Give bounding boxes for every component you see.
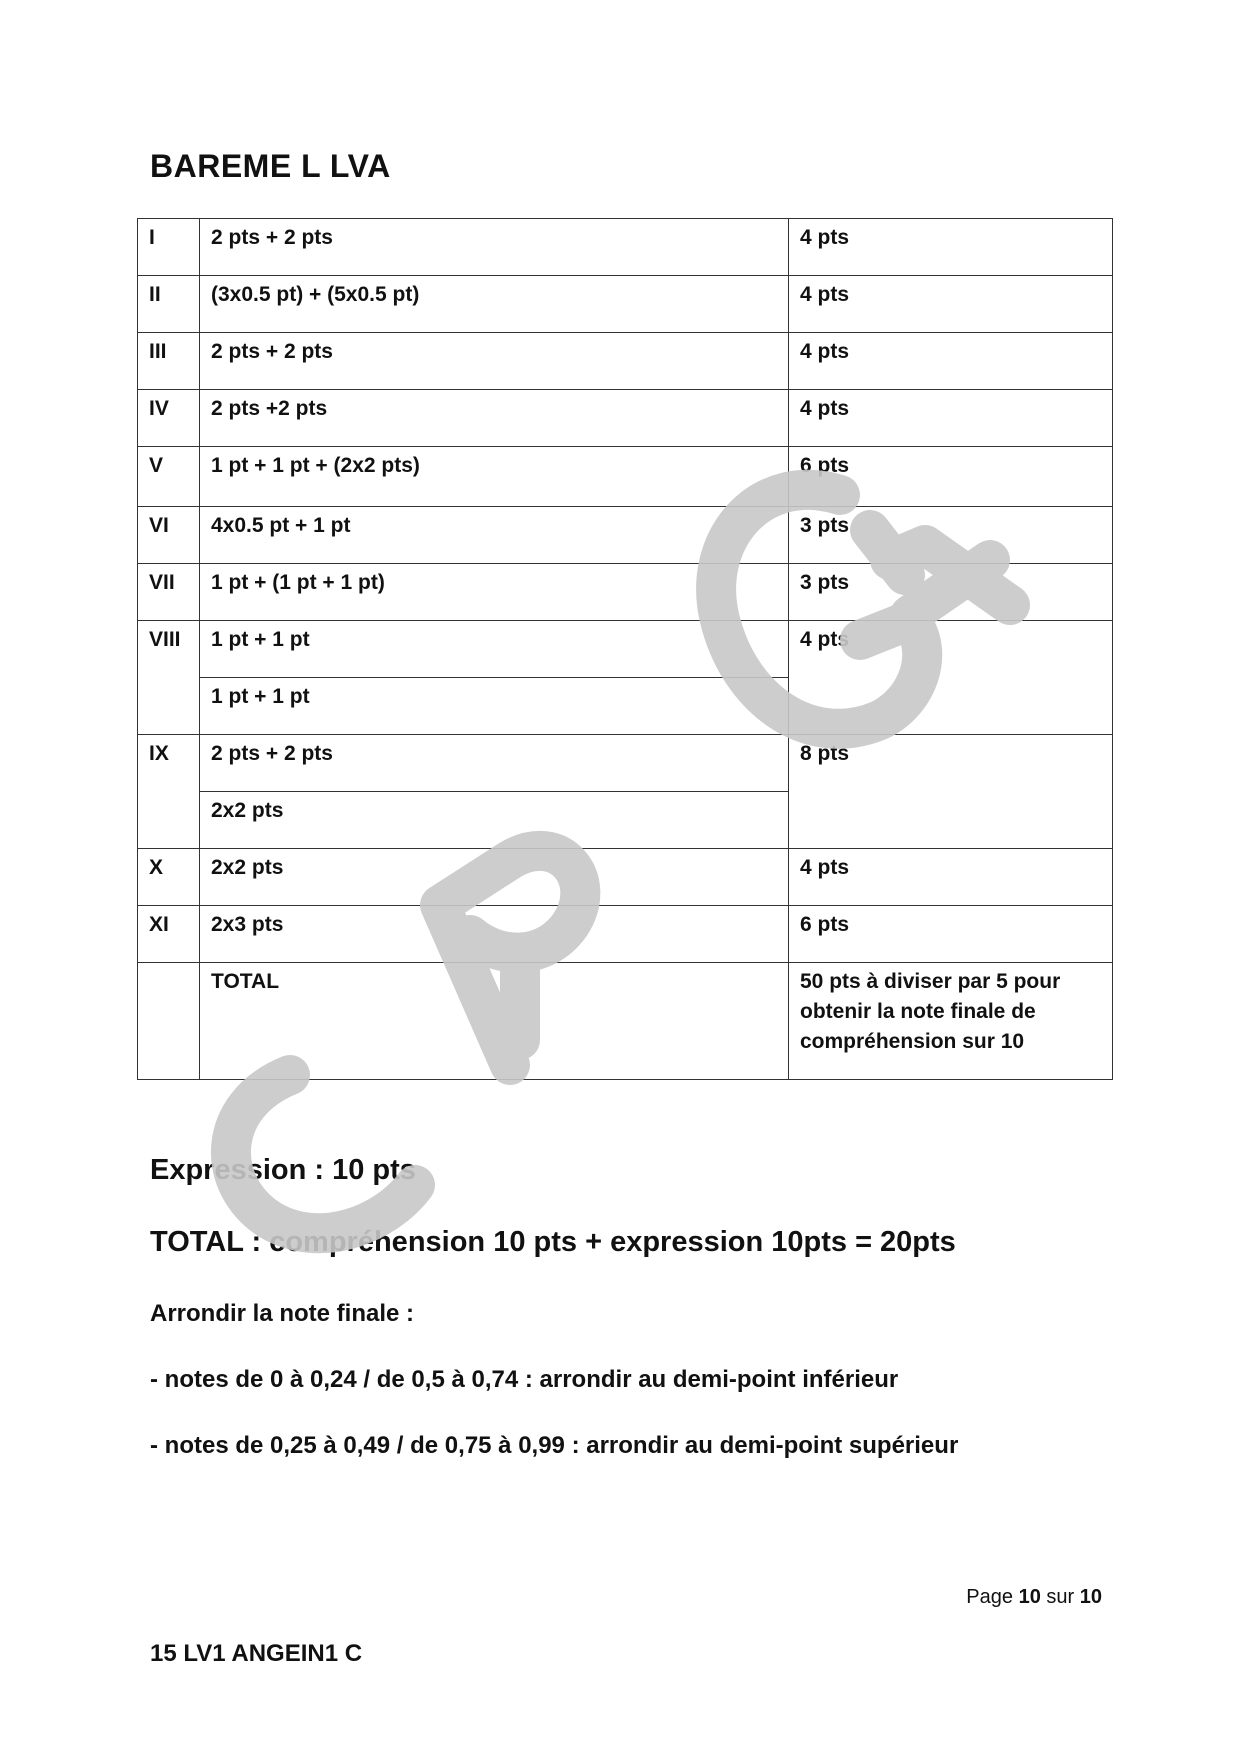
table-row [138,507,1113,564]
page-current: 10 [1018,1586,1041,1608]
row-detail: 2x3 pts [200,906,789,963]
grading-table [137,218,1113,1080]
row-detail: 2x2 pts [200,849,789,906]
document-code: 15 LV1 ANGEIN1 C [150,1640,363,1667]
row-detail-second: 1 pt + 1 pt [200,678,789,735]
row-points: 8 pts [789,735,1113,849]
row-detail-second: 2x2 pts [200,792,789,849]
row-number: V [138,447,200,507]
row-detail: 2 pts + 2 pts [200,735,789,792]
row-number: VII [138,564,200,621]
row-points: 4 pts [789,621,1113,735]
rounding-rule-up: - notes de 0,25 à 0,49 / de 0,75 à 0,99 : arrondir au demi-point supérieur [150,1432,959,1459]
page-label: Page [966,1586,1014,1608]
row-detail: TOTAL [200,963,789,1080]
total-line: TOTAL : compréhension 10 pts + expression 10pts = 20pts [150,1226,956,1258]
row-detail: 1 pt + 1 pt + (2x2 pts) [200,447,789,507]
row-detail: 2 pts + 2 pts [200,219,789,276]
page-number [966,1586,1102,1609]
row-detail: 4x0.5 pt + 1 pt [200,507,789,564]
table-row [138,219,1113,276]
document-title: BAREME L LVA [150,148,391,184]
row-points: 3 pts [789,564,1113,621]
table-row [138,849,1113,906]
row-points: 4 pts [789,390,1113,447]
table-row-total [138,963,1113,1080]
row-number: I [138,219,200,276]
row-number: III [138,333,200,390]
row-detail: 1 pt + (1 pt + 1 pt) [200,564,789,621]
row-number: X [138,849,200,906]
rounding-rule-down: - notes de 0 à 0,24 / de 0,5 à 0,74 : arrondir au demi-point inférieur [150,1366,899,1393]
table-row [138,906,1113,963]
row-detail: 2 pts + 2 pts [200,333,789,390]
page-sep: sur [1046,1586,1075,1608]
row-number [138,963,200,1080]
table-row [138,333,1113,390]
row-points: 4 pts [789,276,1113,333]
row-number: IV [138,390,200,447]
table-row [138,735,1113,792]
row-detail: 2 pts +2 pts [200,390,789,447]
row-number: II [138,276,200,333]
row-number: VIII [138,621,200,735]
row-number: VI [138,507,200,564]
row-number: XI [138,906,200,963]
row-points: 4 pts [789,333,1113,390]
table-row [138,390,1113,447]
row-points: 4 pts [789,219,1113,276]
table-row [138,276,1113,333]
row-points: 6 pts [789,447,1113,507]
row-number: IX [138,735,200,849]
row-points: 3 pts [789,507,1113,564]
row-points: 50 pts à diviser par 5 pour obtenir la note finale de compréhension sur 10 [789,963,1113,1080]
row-points: 6 pts [789,906,1113,963]
row-detail: (3x0.5 pt) + (5x0.5 pt) [200,276,789,333]
table-row [138,447,1113,507]
row-points: 4 pts [789,849,1113,906]
table-row [138,564,1113,621]
row-detail: 1 pt + 1 pt [200,621,789,678]
rounding-heading: Arrondir la note finale : [150,1300,415,1327]
page-total: 10 [1079,1586,1102,1608]
table-row [138,621,1113,678]
expression-line: Expression : 10 pts [150,1154,416,1186]
